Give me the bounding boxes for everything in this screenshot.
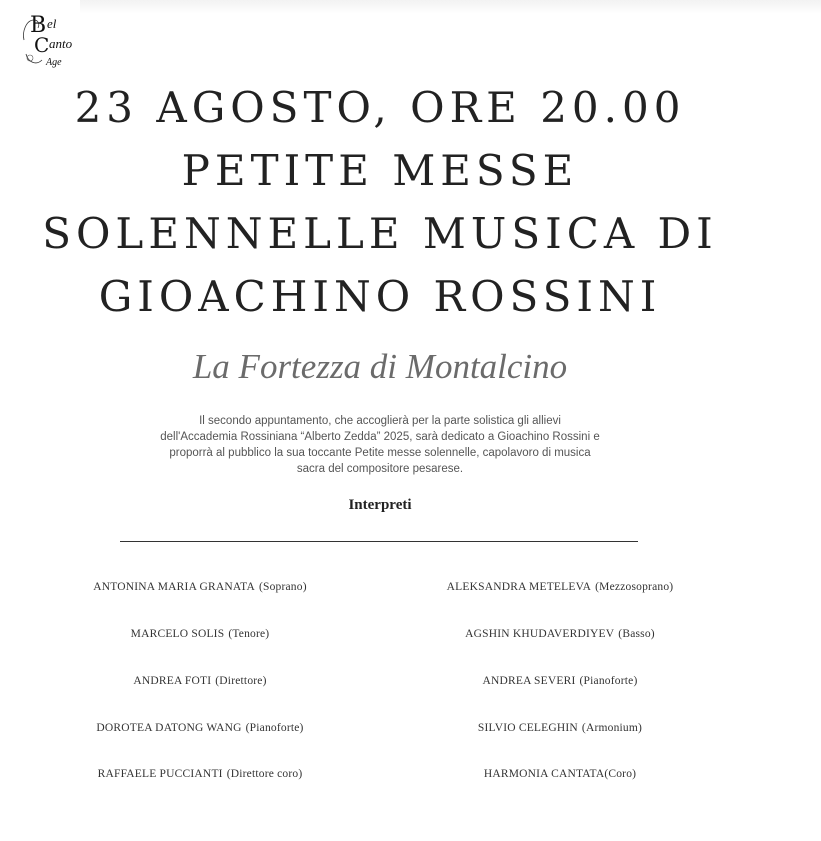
headline-line-date: 23 AGOSTO, ORE 20.00 (74, 83, 686, 132)
performer-role: (Mezzosoprano) (595, 581, 674, 594)
performer-item (20, 564, 380, 611)
performer-name: HARMONIA CANTATA (483, 768, 605, 781)
performer-name: RAFFAELE PUCCIANTI (97, 768, 223, 781)
headline-line-composer: GIOACHINO ROSSINI (98, 272, 662, 321)
section-divider (120, 541, 638, 542)
performer-name: SILVIO CELEGHIN (477, 721, 578, 734)
performer-name: MARCELO SOLIS (130, 628, 225, 641)
performer-item (20, 611, 380, 658)
performer-role: (Pianoforte) (579, 674, 638, 687)
performer-name: ANDREA FOTI (133, 674, 212, 687)
logo-text-anto: anto (49, 36, 73, 51)
logo-text-el: el (47, 16, 57, 31)
performer-item (380, 564, 740, 611)
performer-name: ANTONINA MARIA GRANATA (93, 581, 255, 594)
interpreti-heading: Interpreti (348, 497, 412, 513)
bel-canto-age-logo[interactable] (20, 10, 82, 70)
logo-letter-c: C (34, 33, 50, 57)
performer-name: ALEKSANDRA METELEVA (446, 581, 592, 594)
performers-list (20, 564, 740, 798)
performer-item (20, 704, 380, 751)
performer-role: (Soprano) (258, 581, 307, 594)
venue-subtitle: La Fortezza di Montalcino (192, 347, 568, 386)
performer-item (380, 611, 740, 658)
logo-letter-b: B (30, 13, 47, 38)
performer-role: (Direttore) (215, 674, 267, 687)
performer-item (20, 751, 380, 798)
performer-name: AGSHIN KHUDAVERDIYEV (465, 628, 615, 641)
header-shadow (80, 0, 821, 14)
performer-role: (Basso) (618, 628, 655, 641)
event-headline (20, 76, 740, 328)
performer-role: (Armonium) (581, 721, 643, 734)
performer-item (380, 751, 740, 798)
performer-name: DOROTEA DATONG WANG (96, 721, 242, 734)
headline-line-title-1: PETITE MESSE (181, 146, 579, 195)
logo-text-age: Age (46, 57, 62, 68)
performer-role: (Direttore coro) (226, 768, 303, 781)
performer-name: ANDREA SEVERI (482, 674, 576, 687)
performer-role: (Tenore) (228, 628, 270, 641)
performer-role: (Coro) (604, 768, 637, 781)
headline-line-title-2: SOLENNELLE MUSICA DI (42, 209, 718, 258)
performer-item (380, 658, 740, 705)
performer-item (380, 704, 740, 751)
performer-item (20, 658, 380, 705)
event-description: Il secondo appuntamento, che accoglierà per la parte solistica gli allievi dell'Accademia Rossiniana “Alberto Zedda” 2025, sarà dedicato a Gioachino Rossini e proporrà al pubblico la sua toccante Petite messe solennelle, capolavoro di musica sacra del compositore pesarese. (160, 415, 600, 475)
performer-role: (Pianoforte) (245, 721, 304, 734)
